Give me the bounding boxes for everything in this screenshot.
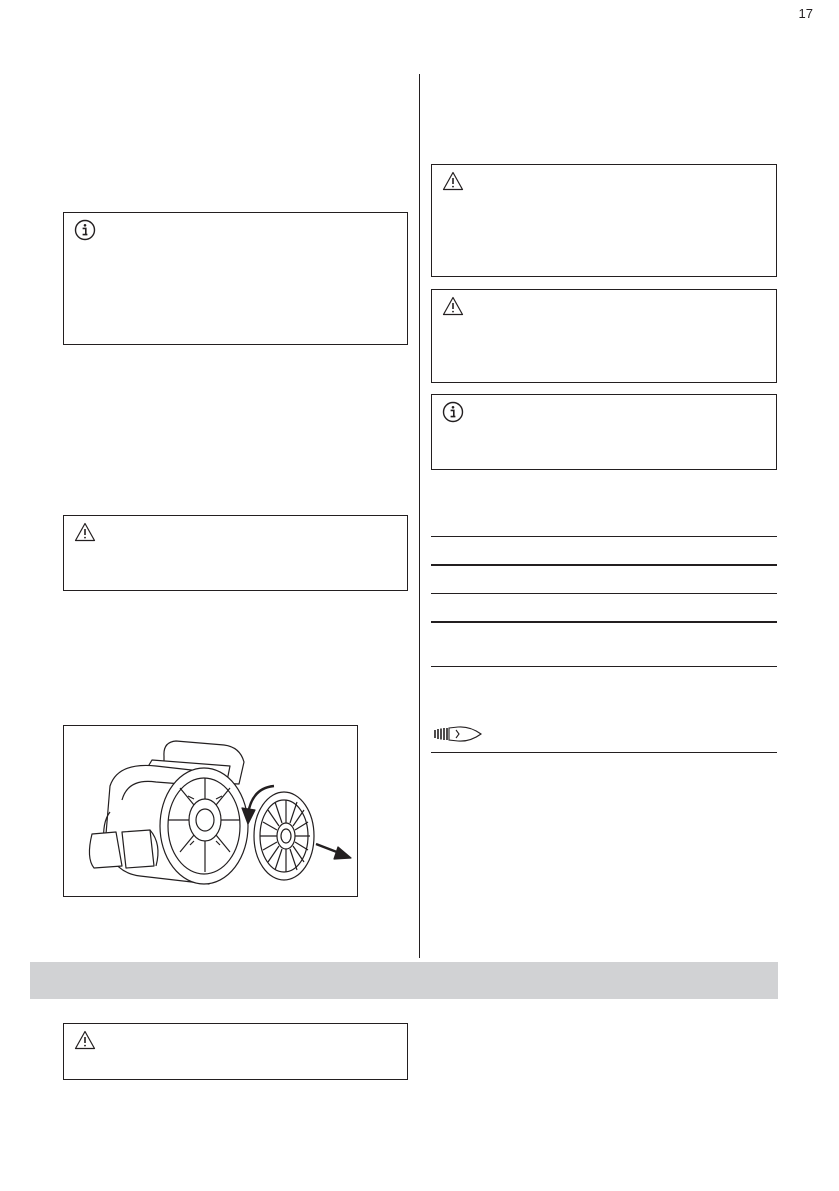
filter-removal-figure	[63, 725, 358, 897]
table-rule-bottom	[431, 752, 777, 753]
warning-icon	[74, 1030, 96, 1050]
table-rule-section	[431, 621, 777, 623]
info-icon	[74, 219, 96, 241]
table-rule-top	[431, 536, 777, 537]
warning-box-1	[431, 164, 777, 277]
info-icon	[442, 401, 464, 423]
warning-box-bottom	[63, 1023, 408, 1080]
hood-motor-illustration	[64, 726, 357, 896]
info-note-box	[63, 212, 408, 345]
section-heading-bar	[30, 962, 778, 999]
info-note-box-2	[431, 394, 777, 470]
warning-box-2	[431, 289, 777, 383]
table-rule-header	[431, 564, 777, 566]
table-rule-row	[431, 666, 777, 667]
page-number: 17	[798, 6, 813, 21]
table-rule-row	[431, 593, 777, 594]
warning-box	[63, 515, 408, 591]
warning-icon	[74, 522, 96, 542]
warning-icon	[442, 171, 464, 191]
bulb-icon	[432, 723, 484, 745]
warning-icon	[442, 296, 464, 316]
column-divider	[419, 74, 420, 958]
